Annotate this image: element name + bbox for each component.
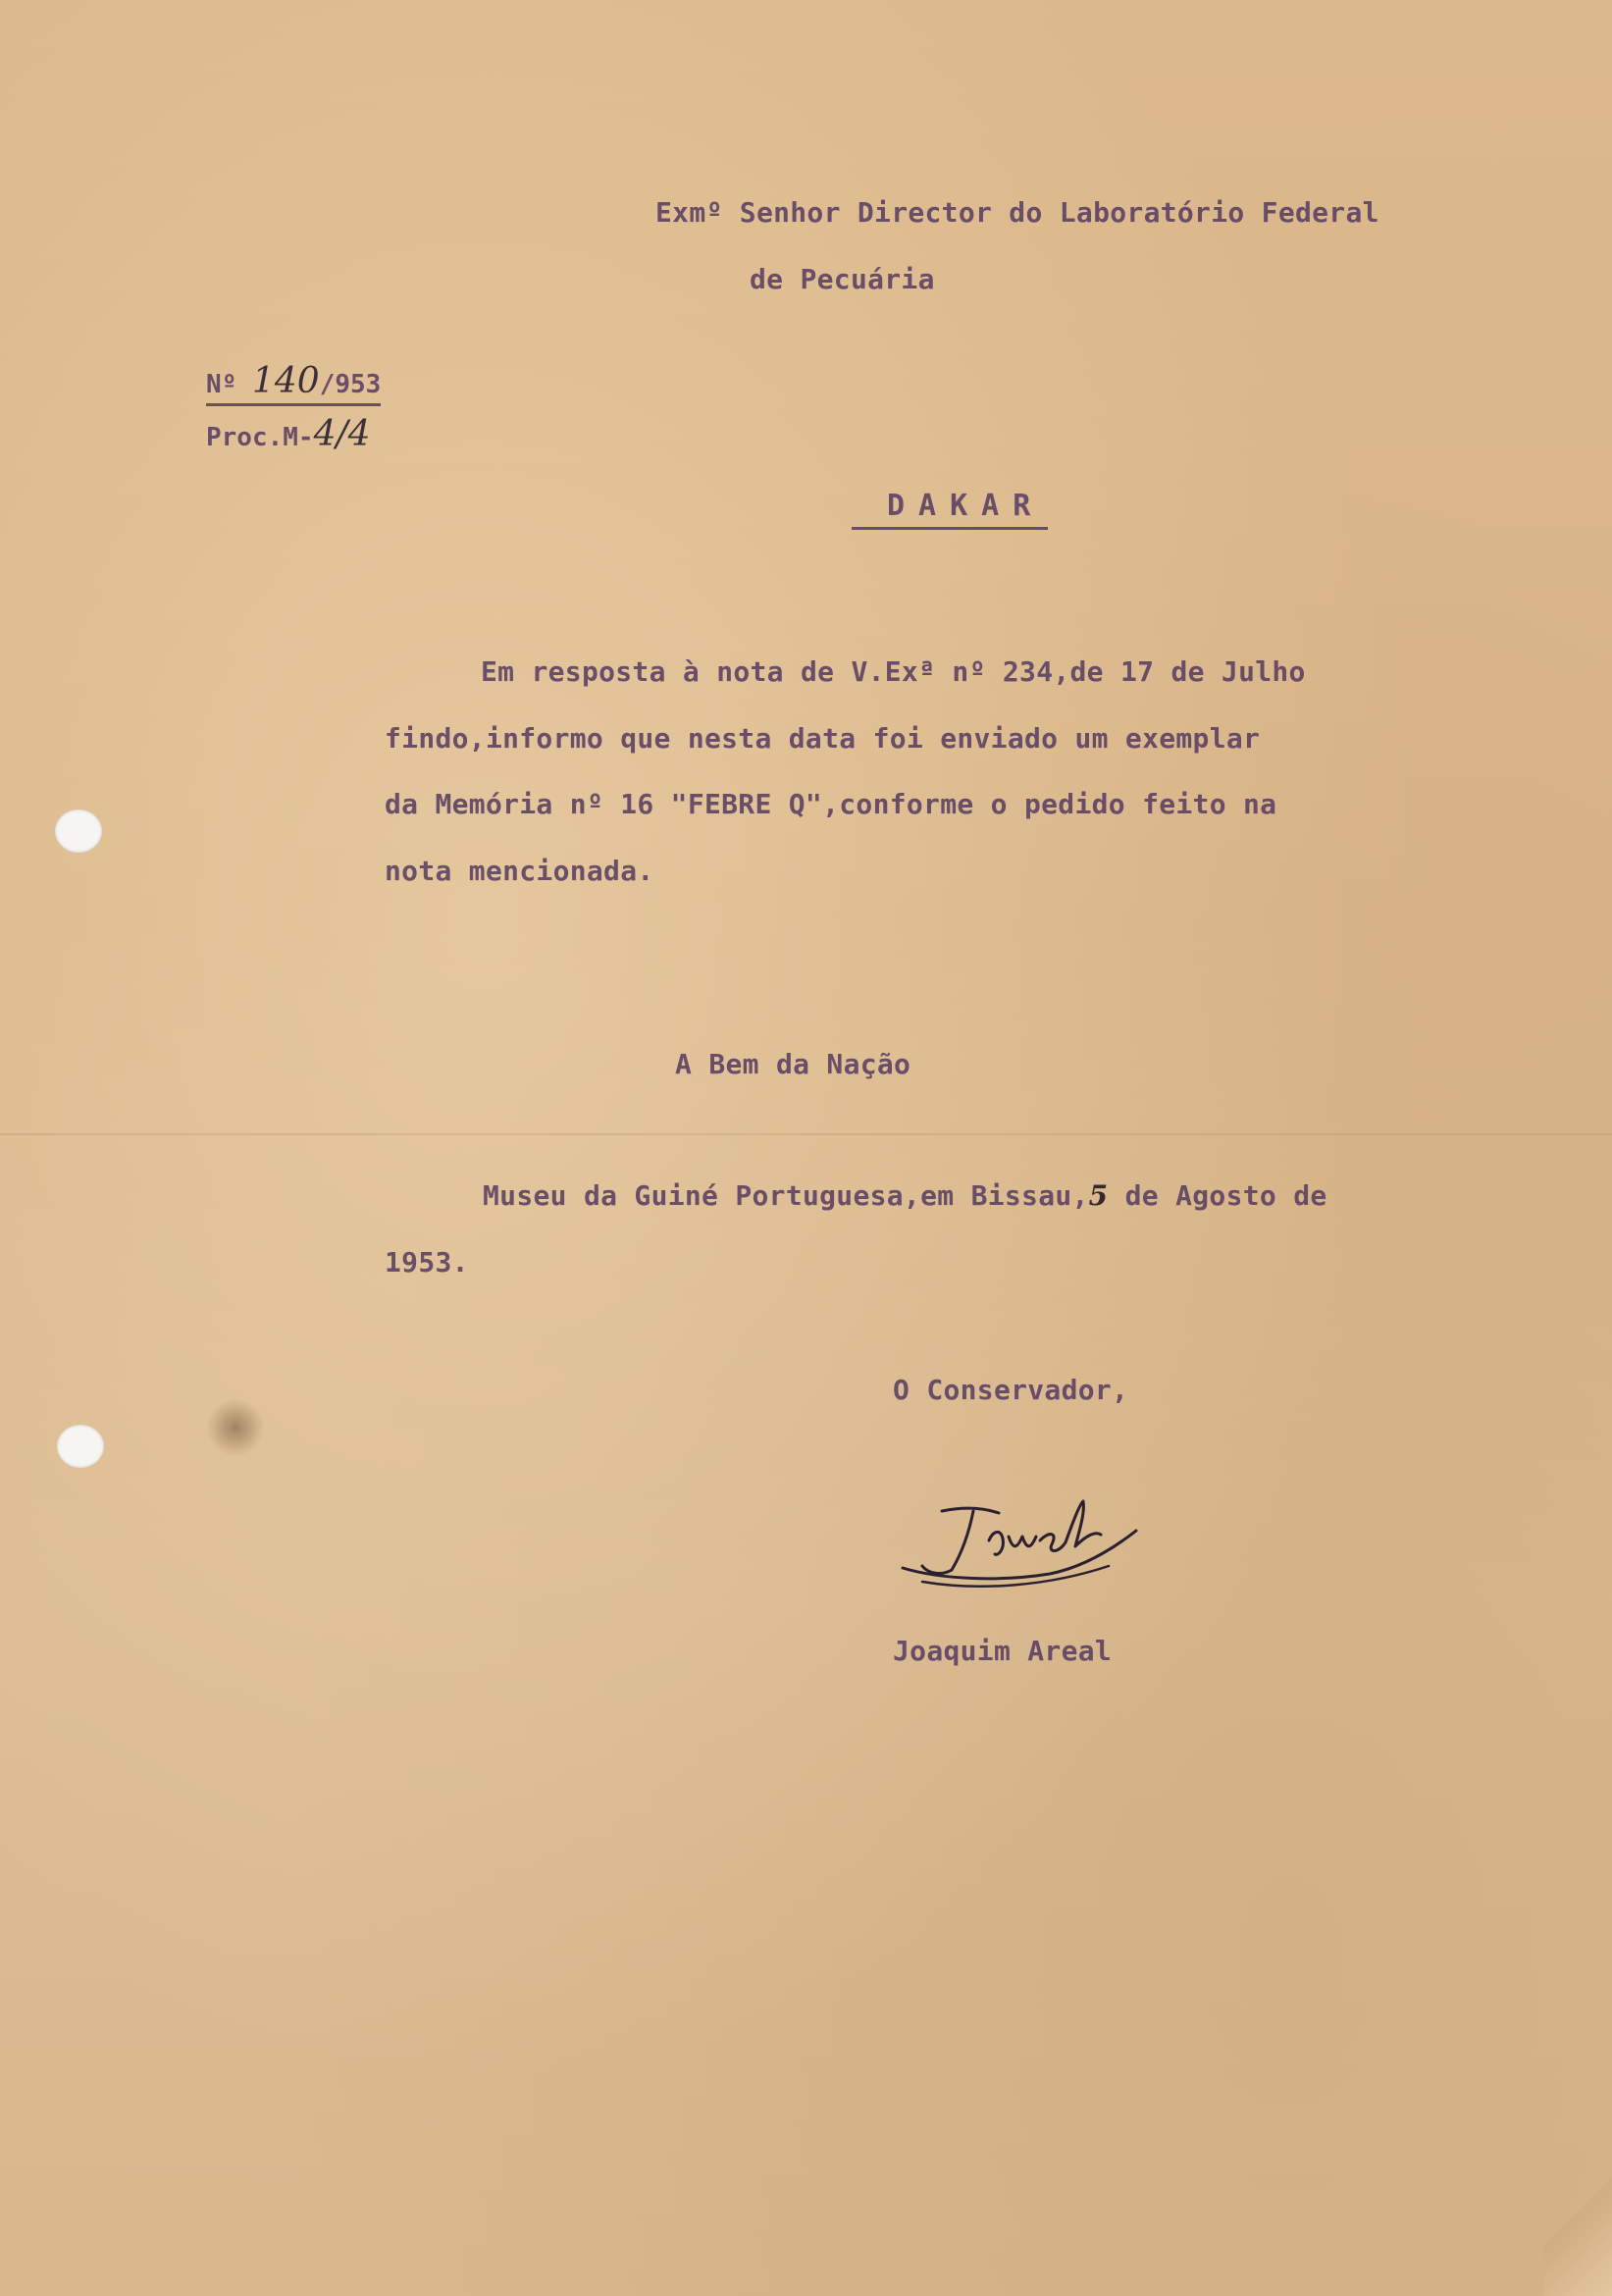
body-line-1: Em resposta à nota de V.Exª nº 234,de 17 de Julho [481,655,1306,688]
place-date-line [483,1179,1327,1213]
body-line-2: findo,informo que nesta data foi enviado um exemplar [385,722,1261,755]
body-line-3: da Memória nº 16 "FEBRE Q",conforme o pedido feito na [385,788,1277,820]
reference-block [206,361,381,459]
punch-hole-top [55,809,102,853]
process-prefix: Proc.M- [206,423,314,452]
reference-number-suffix: /953 [319,370,382,399]
process-handwritten: 4/4 [313,414,371,454]
place-date-prefix: Museu da Guiné Portuguesa,em Bissau, [483,1179,1089,1212]
reference-number [206,361,381,406]
signatory-name: Joaquim Areal [893,1635,1113,1667]
signatory-title: O Conservador, [893,1374,1129,1406]
destination-title: DAKAR [852,489,1048,530]
place-date-suffix: de Agosto de [1108,1179,1327,1212]
place-date-year: 1953. [385,1246,469,1278]
closing-salutation: A Bem da Nação [675,1048,911,1080]
addressee-line-2: de Pecuária [750,263,935,295]
punch-hole-bottom [57,1425,104,1468]
reference-number-prefix: Nº [206,370,252,399]
place-date-day-handwritten: 5 [1088,1179,1109,1212]
addressee-line-1: Exmº Senhor Director do Laboratório Federal [655,196,1379,229]
ink-stain [206,1398,265,1457]
reference-number-handwritten: 140 [251,361,320,401]
paper-corner-curl [1543,2129,1612,2296]
body-line-4: nota mencionada. [385,855,654,887]
signature-image [883,1472,1158,1619]
paper-fold-line [0,1133,1612,1135]
